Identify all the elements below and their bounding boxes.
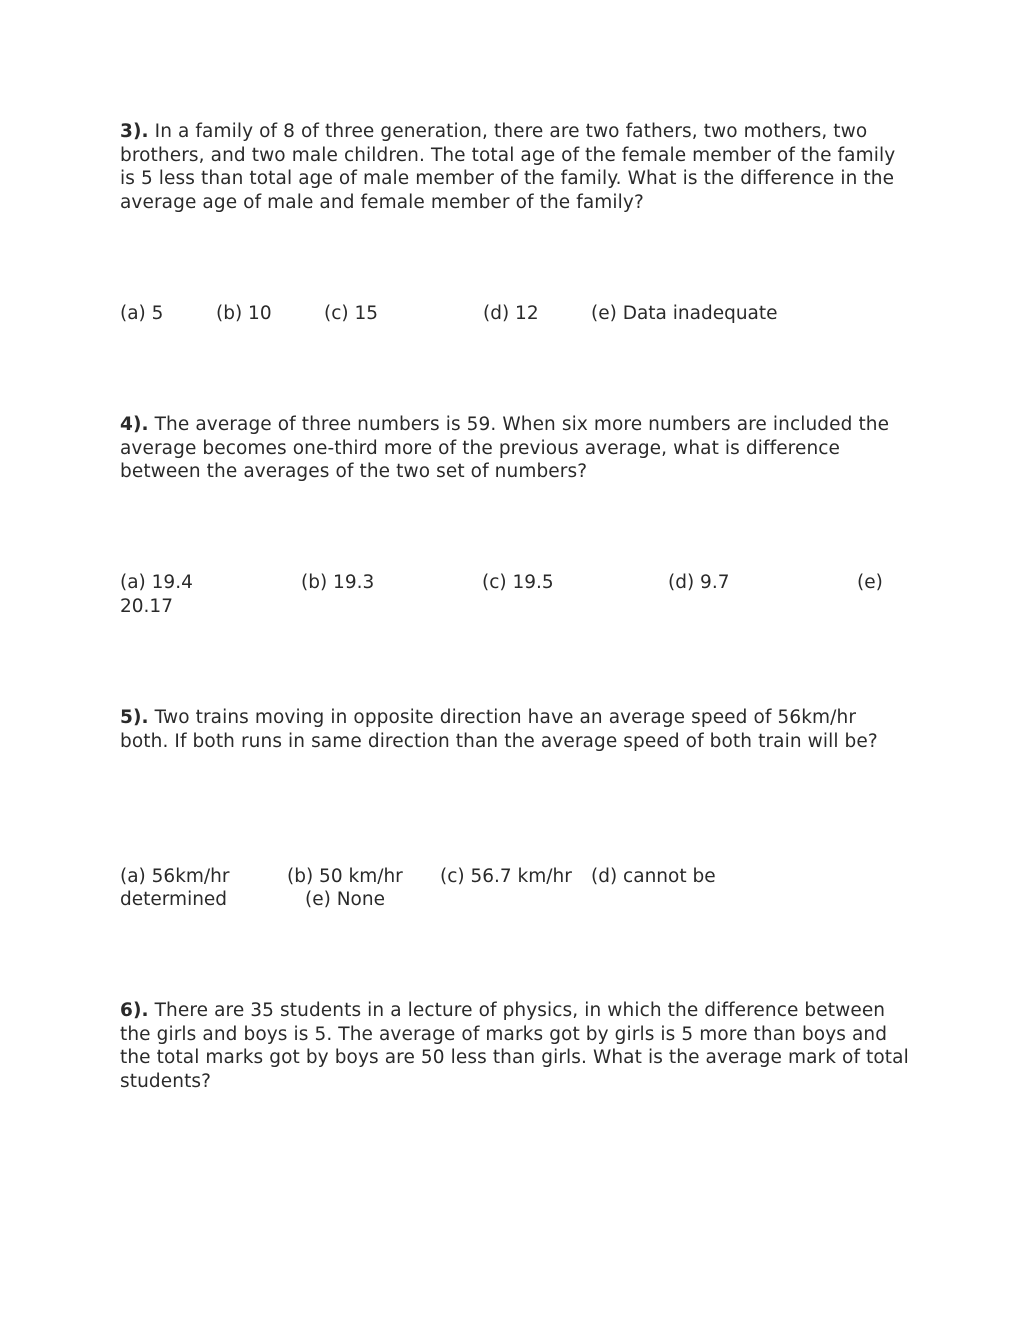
option-b: (b) 10 (216, 303, 272, 324)
question-6 (120, 999, 910, 1093)
option-e: (e) Data inadequate (591, 303, 778, 324)
question-text: In a family of 8 of three generation, there are two fathers, two mothers, two brothers, and two male children. The total age of the female member of the family is 5 less than total age of male member of the family. What is the difference in the average age of male and female member of the family? (120, 121, 896, 213)
option-a: (a) 19.4 (120, 572, 193, 593)
question-3 (120, 120, 910, 214)
option-c: (c) 56.7 km/hr (440, 866, 572, 887)
option-a: (a) 56km/hr (120, 866, 230, 887)
option-b: (b) 50 km/hr (287, 866, 403, 887)
option-c: (c) 15 (324, 303, 379, 324)
option-e: (e) None (305, 889, 385, 910)
question-4 (120, 413, 910, 484)
question-number: 4). (120, 414, 149, 435)
question-number: 6). (120, 1000, 149, 1021)
option-c: (c) 19.5 (482, 572, 554, 593)
question-text: Two trains moving in opposite direction have an average speed of 56km/hr both. If both runs in same direction than the average speed of both train will be? (120, 707, 878, 752)
option-d: (d) 9.7 (668, 572, 730, 593)
question-number: 5). (120, 707, 149, 728)
option-a: (a) 5 (120, 303, 164, 324)
question-text: The average of three numbers is 59. When six more numbers are included the average becomes one-third more of the previous average, what is difference between the averages of the two set of numbers? (120, 414, 890, 482)
question-text: There are 35 students in a lecture of physics, in which the difference between the girls and boys is 5. The average of marks got by girls is 5 more than boys and the total marks got by boys are 50 less than girls. What is the average mark of total students? (120, 1000, 909, 1092)
option-e: (e) (857, 572, 883, 593)
question-5 (120, 706, 910, 753)
question-number: 3). (120, 121, 149, 142)
option-b: (b) 19.3 (301, 572, 375, 593)
option-d-continued: determined (120, 889, 228, 910)
option-d: (d) 12 (483, 303, 539, 324)
option-e-value: 20.17 (120, 596, 173, 617)
option-d: (d) cannot be (591, 866, 716, 887)
